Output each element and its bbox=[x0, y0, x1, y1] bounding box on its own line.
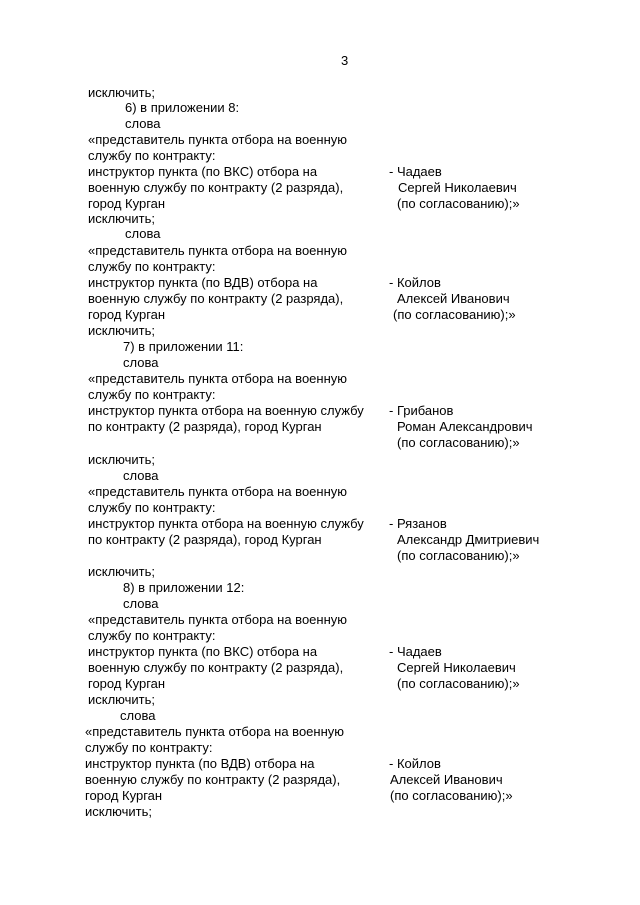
text-line: 8) в приложении 12: bbox=[123, 580, 245, 595]
text-line: город Курган bbox=[85, 788, 163, 803]
person-line: - Койлов bbox=[389, 275, 441, 290]
text-line: инструктор пункта (по ВКС) отбора на bbox=[88, 164, 318, 179]
person-line: Роман Александрович bbox=[397, 419, 533, 434]
text-line: слова bbox=[123, 468, 159, 483]
text-line: «представитель пункта отбора на военную bbox=[88, 132, 348, 147]
text-line: город Курган bbox=[88, 307, 166, 322]
text-line: службу по контракту: bbox=[88, 259, 216, 274]
text-line: «представитель пункта отбора на военную bbox=[88, 484, 348, 499]
text-line: слова bbox=[120, 708, 156, 723]
text-line: инструктор пункта (по ВДВ) отбора на bbox=[88, 275, 318, 290]
text-line: исключить; bbox=[88, 564, 156, 579]
text-line: исключить; bbox=[85, 804, 153, 819]
person-line: (по согласованию);» bbox=[393, 307, 516, 322]
text-line: исключить; bbox=[88, 85, 156, 100]
text-line: службу по контракту: bbox=[88, 500, 216, 515]
text-line: исключить; bbox=[88, 323, 156, 338]
person-line: (по согласованию);» bbox=[390, 788, 513, 803]
text-line: исключить; bbox=[88, 211, 156, 226]
text-line: военную службу по контракту (2 разряда), bbox=[88, 291, 344, 306]
page-number: 3 bbox=[341, 53, 349, 68]
text-line: «представитель пункта отбора на военную bbox=[88, 243, 348, 258]
person-line: Сергей Николаевич bbox=[397, 660, 516, 675]
text-line: службу по контракту: bbox=[88, 148, 216, 163]
text-line: службу по контракту: bbox=[85, 740, 213, 755]
text-line: «представитель пункта отбора на военную bbox=[85, 724, 345, 739]
text-line: город Курган bbox=[88, 196, 166, 211]
text-line: слова bbox=[125, 226, 161, 241]
text-line: слова bbox=[125, 116, 161, 131]
text-line: военную службу по контракту (2 разряда), bbox=[88, 660, 344, 675]
text-line: по контракту (2 разряда), город Курган bbox=[88, 532, 322, 547]
text-line: по контракту (2 разряда), город Курган bbox=[88, 419, 322, 434]
text-line: исключить; bbox=[88, 452, 156, 467]
person-line: (по согласованию);» bbox=[397, 435, 520, 450]
person-line: (по согласованию);» bbox=[397, 196, 520, 211]
text-line: инструктор пункта отбора на военную службу bbox=[88, 516, 364, 531]
person-line: - Грибанов bbox=[389, 403, 454, 418]
person-line: - Койлов bbox=[389, 756, 441, 771]
text-line: «представитель пункта отбора на военную bbox=[88, 612, 348, 627]
person-line: Александр Дмитриевич bbox=[397, 532, 540, 547]
person-line: Алексей Иванович bbox=[397, 291, 510, 306]
text-line: 6) в приложении 8: bbox=[125, 100, 240, 115]
text-line: слова bbox=[123, 596, 159, 611]
text-line: службу по контракту: bbox=[88, 628, 216, 643]
person-line: - Чадаев bbox=[389, 164, 442, 179]
text-line: город Курган bbox=[88, 676, 166, 691]
text-line: 7) в приложении 11: bbox=[123, 339, 244, 354]
text-line: «представитель пункта отбора на военную bbox=[88, 371, 348, 386]
person-line: - Чадаев bbox=[389, 644, 442, 659]
text-line: слова bbox=[123, 355, 159, 370]
person-line: (по согласованию);» bbox=[397, 676, 520, 691]
person-line: Алексей Иванович bbox=[390, 772, 503, 787]
text-line: инструктор пункта отбора на военную службу bbox=[88, 403, 364, 418]
text-line: военную службу по контракту (2 разряда), bbox=[88, 180, 344, 195]
person-line: - Рязанов bbox=[389, 516, 447, 531]
person-line: (по согласованию);» bbox=[397, 548, 520, 563]
text-line: инструктор пункта (по ВКС) отбора на bbox=[88, 644, 318, 659]
person-line: Сергей Николаевич bbox=[398, 180, 517, 195]
text-line: службу по контракту: bbox=[88, 387, 216, 402]
text-line: инструктор пункта (по ВДВ) отбора на bbox=[85, 756, 315, 771]
text-line: военную службу по контракту (2 разряда), bbox=[85, 772, 341, 787]
text-line: исключить; bbox=[88, 692, 156, 707]
